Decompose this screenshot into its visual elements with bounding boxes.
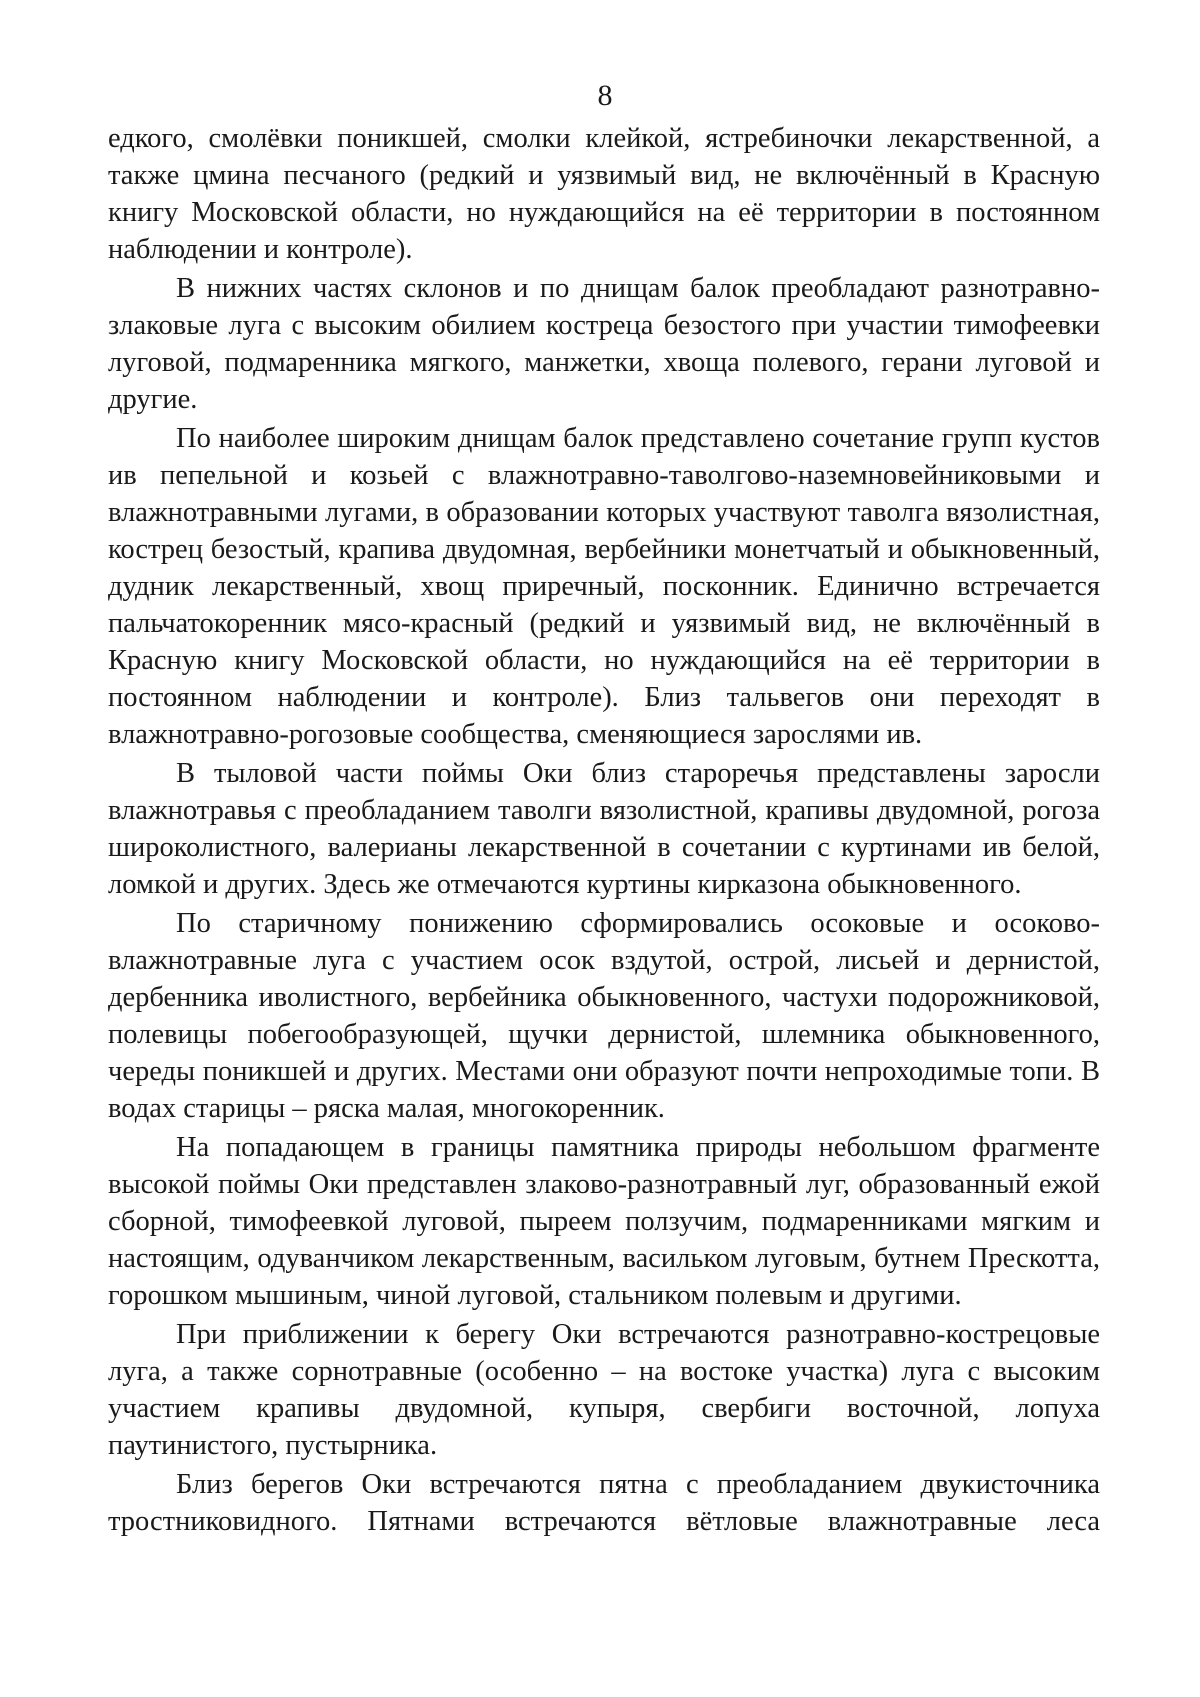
paragraph-5: По старичному понижению сформировались осоковые и осоково-влажнотравные луга с участием осок вздутой, острой, лисьей и дернистой, дербенника иволистного, вербейника обыкновенного, частухи подорожниковой, полевицы побегообразующей, щучки дернистой, шлемника обыкновенного, череды поникшей и других. Местами они образуют почти непроходимые топи. В водах старицы – ряска малая, многокоренник. bbox=[108, 908, 1100, 1124]
paragraph-8: Близ берегов Оки встречаются пятна с преобладанием двукисточника тростниковидного. Пятнами встречаются вётловые влажнотравные леса bbox=[108, 1469, 1100, 1537]
paragraph-1: едкого, смолёвки поникшей, смолки клейкой, ястребиночки лекарственной, а также цмина песчаного (редкий и уязвимый вид, не включённый в Красную книгу Московской области, но нуждающийся на её территории в постоянном наблюдении и контроле). bbox=[108, 123, 1100, 265]
body-text bbox=[108, 120, 1100, 1542]
paragraph-7: При приближении к берегу Оки встречаются разнотравно-кострецовые луга, а также сорнотравные (особенно – на востоке участка) луга с высоким участием крапивы двудомной, купыря, свербиги восточной, лопуха паутинистого, пустырника. bbox=[108, 1319, 1100, 1461]
page-number: 8 bbox=[597, 79, 613, 112]
paragraph-4: В тыловой части поймы Оки близ староречья представлены заросли влажнотравья с преобладанием таволги вязолистной, крапивы двудомной, рогоза широколистного, валерианы лекарственной в сочетании с куртинами ив белой, ломкой и других. Здесь же отмечаются куртины кирказона обыкновенного. bbox=[108, 758, 1100, 900]
paragraph-6: На попадающем в границы памятника природы небольшом фрагменте высокой поймы Оки представлен злаково-разнотравный луг, образованный ежой сборной, тимофеевкой луговой, пыреем ползучим, подмаренниками мягким и настоящим, одуванчиком лекарственным, васильком луговым, бутнем Прескотта, горошком мышиным, чиной луговой, стальником полевым и другими. bbox=[108, 1132, 1100, 1311]
paragraph-3: По наиболее широким днищам балок представлено сочетание групп кустов ив пепельной и козьей с влажнотравно-таволгово-наземновейниковыми и влажнотравными лугами, в образовании которых участвуют таволга вязолистная, кострец безостый, крапива двудомная, вербейники монетчатый и обыкновенный, дудник лекарственный, хвощ приречный, посконник. Единично встречается пальчатокоренник мясо-красный (редкий и уязвимый вид, не включённый в Красную книгу Московской области, но нуждающийся на её территории в постоянном наблюдении и контроле). Близ тальвегов они переходят в влажнотравно-рогозовые сообщества, сменяющиеся зарослями ив. bbox=[108, 423, 1100, 750]
paragraph-2: В нижних частях склонов и по днищам балок преобладают разнотравно-злаковые луга с высоким обилием костреца безостого при участии тимофеевки луговой, подмаренника мягкого, манжетки, хвоща полевого, герани луговой и другие. bbox=[108, 273, 1100, 415]
